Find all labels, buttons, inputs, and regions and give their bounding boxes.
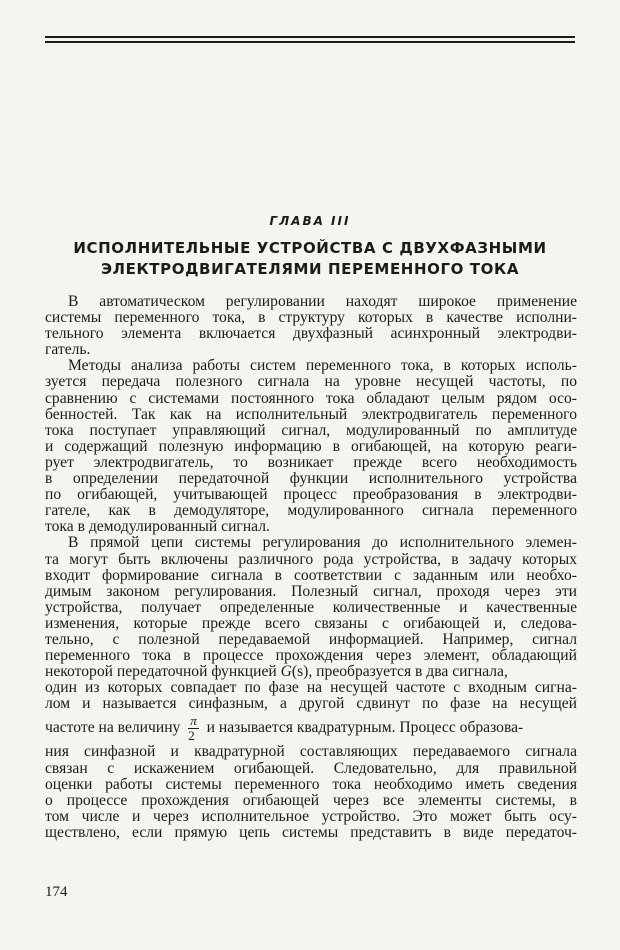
text-line: бенностей. Так как на исполнительный электродвигатель переменного (45, 405, 577, 423)
text-line: переменного тока в процессе прохождения через элемент, обладающий (45, 647, 577, 665)
text-line: связан с искажением огибающей. Следовательно, для правильной (45, 759, 577, 777)
chapter-label: ГЛАВА III (269, 214, 351, 228)
text-line: тельно, с полезной передаваемой информацией. Например, сигнал (45, 630, 577, 648)
text-line: по огибающей, учитывающей процесс преобразования в электродви- (45, 486, 577, 504)
text-line: входит формирование сигнала в соответствии с заданным или необхо- (45, 566, 577, 584)
text-line: тока в демодулированный сигнал. (45, 518, 270, 536)
text-line: димым законом регулирования. Полезный сигнал, проходя через эти (45, 582, 577, 600)
text-line: ния синфазной и квадратурной составляющих передаваемого сигнала (45, 743, 577, 761)
text-line: гатель. (45, 341, 91, 359)
chapter-title-line: ЭЛЕКТРОДВИГАТЕЛЯМИ ПЕРЕМЕННОГО ТОКА (100, 260, 520, 278)
text-line: в определении передаточной функции исполнительного устройства (45, 470, 577, 488)
text-line: гателе, как в демодуляторе, модулированного сигнала переменного (45, 502, 577, 520)
header-rule-bottom (45, 41, 575, 43)
fraction (188, 714, 199, 743)
text-line: та могут быть включены различного рода устройства, в задачу которых (45, 550, 577, 568)
chapter-title (0, 238, 620, 280)
text-line: сравнению с системами постоянного тока обладают целым рядом осо- (45, 389, 577, 407)
text-line: о процессе прохождения огибающей через все элементы системы, в (45, 791, 577, 809)
text-fragment: (s), преобразуется в два сигнала, (291, 663, 508, 681)
text-line: системы переменного тока, в структуру которых в качестве исполни- (45, 309, 577, 327)
header-rule-top (45, 36, 575, 38)
text-line: тока поступает управляющий сигнал, модулированный по амплитуде (45, 421, 577, 439)
text-line-with-formula (45, 664, 577, 680)
text-line: В автоматическом регулировании находят широкое применение (68, 293, 577, 310)
text-line: В прямой цепи системы регулирования до исполнительного элемен- (68, 534, 577, 552)
page-number: 174 (45, 884, 68, 900)
fraction-numerator: π (190, 713, 197, 729)
text-line: изменения, которые прежде всего связаны с огибающей и, следова- (45, 614, 577, 632)
fraction-denominator: 2 (188, 728, 195, 744)
text-line: рует электродвигатель, то возникает прежде всего необходимость (45, 453, 577, 471)
text-fragment: частоте на величину (45, 719, 181, 737)
text-line: зуется передача полезного сигнала на уровне несущей частоты, по (45, 373, 577, 391)
text-line: один из которых совпадает по фазе на несущей частоте с входным сигна- (45, 679, 577, 697)
text-line: ществлено, если прямую цепь системы представить в виде передаточ- (45, 823, 577, 841)
text-line: том числе и через исполнительное устройство. Это может быть осу- (45, 807, 577, 825)
math-variable: G (280, 663, 292, 681)
text-line: и содержащий полезную информацию в огибающей, на которую реаги- (45, 437, 577, 455)
text-fragment: некоторой передаточной функцией (45, 663, 277, 681)
text-line: устройства, получает определенные количественные и качественные (45, 598, 577, 616)
body-text (45, 294, 577, 841)
text-line-with-fraction (45, 712, 577, 744)
text-line: оценки работы системы переменного тока необходимо иметь сведения (45, 775, 577, 793)
text-line: тельного элемента включается двухфазный асинхронный электродви- (45, 325, 577, 343)
text-fragment: и называется квадратурным. Процесс образова- (206, 719, 524, 737)
chapter-title-line: ИСПОЛНИТЕЛЬНЫЕ УСТРОЙСТВА С ДВУХФАЗНЫМИ (73, 239, 547, 257)
text-line: Методы анализа работы систем переменного тока, в которых исполь- (68, 357, 577, 375)
text-line: лом и называется синфазным, а другой сдвинут по фазе на несущей (45, 695, 577, 713)
